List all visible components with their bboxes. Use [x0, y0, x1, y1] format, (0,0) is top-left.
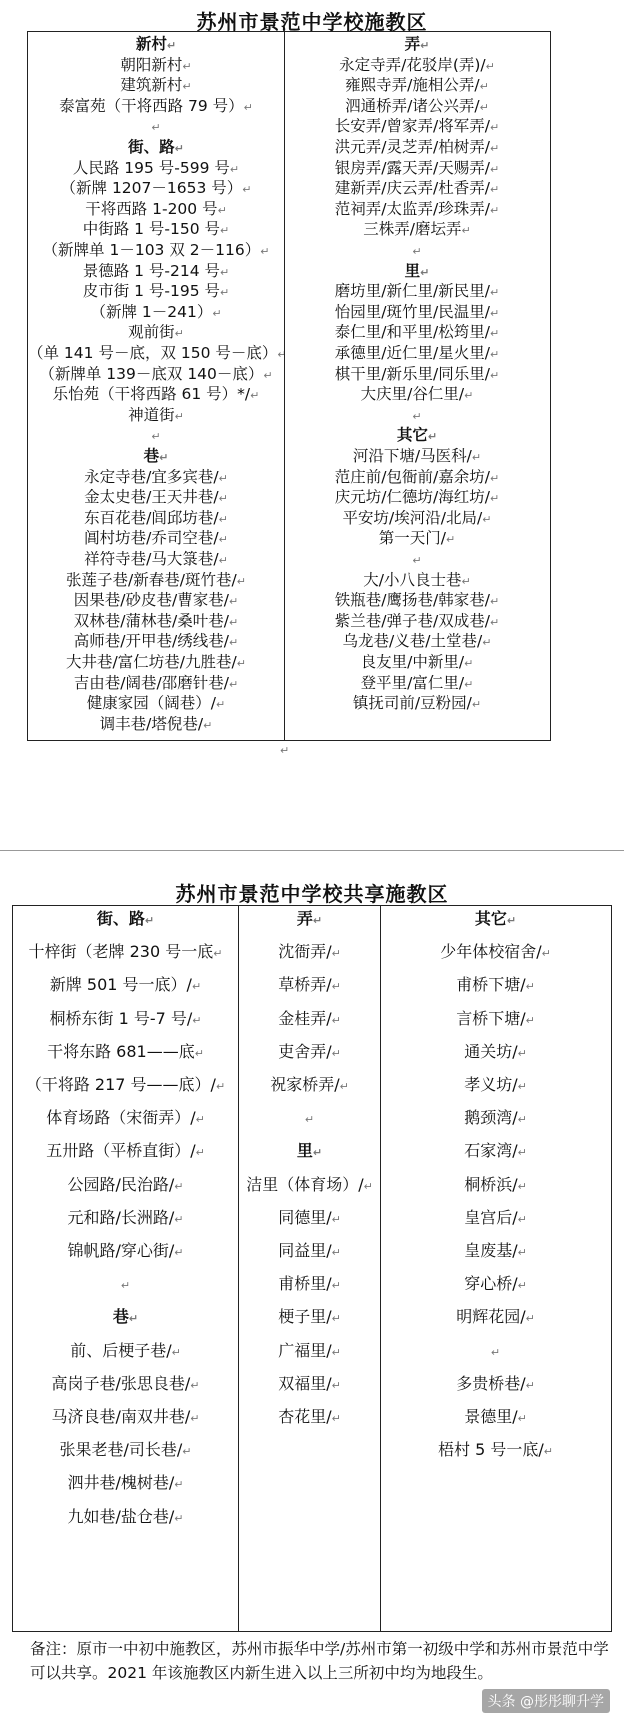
paragraph-mark: ↵ — [489, 492, 500, 506]
paragraph-mark: ↵ — [312, 914, 323, 927]
paragraph-mark: ↵ — [489, 183, 500, 197]
cell-text: 皇宫后/ — [464, 1207, 518, 1227]
cell-text: 甫桥下塘/ — [456, 975, 526, 995]
cell-text: 巷 — [112, 1307, 129, 1327]
cell-text: 其它 — [474, 909, 507, 928]
paragraph-mark: ↵ — [229, 162, 240, 176]
paragraph-mark: ↵ — [220, 265, 230, 279]
cell-text: 其它 — [396, 426, 428, 445]
table-cell — [381, 1273, 610, 1297]
paragraph-mark: ↵ — [218, 533, 228, 547]
paragraph-mark: ↵ — [489, 162, 500, 176]
table2-col-lanes — [238, 906, 380, 1631]
paragraph-mark: ↵ — [482, 512, 492, 526]
table-cell — [239, 1373, 380, 1397]
remarks-note: 备注：原市一中初中施教区，苏州市振华中学/苏州市第一初级中学和苏州市景范中学可以共享。2021 年该施教区内新生进入以上三所初中均为地段生。 — [30, 1640, 609, 1682]
cell-text: 梧村 5 号一底/ — [438, 1440, 544, 1460]
cell-text: 大庆里/谷仁里/ — [360, 385, 465, 404]
cell-text: 街、路 — [128, 138, 175, 156]
table-cell — [13, 1472, 238, 1496]
paragraph-mark: ↵ — [420, 265, 430, 279]
paragraph-mark: ↵ — [190, 1412, 200, 1425]
paragraph-mark: ↵ — [363, 1179, 373, 1193]
paragraph-mark: ↵ — [182, 80, 192, 94]
cell-text: 泗通桥弄/诸公兴弄/ — [345, 96, 480, 115]
paragraph-mark: ↵ — [471, 698, 482, 712]
cell-text: 石家湾/ — [464, 1141, 518, 1161]
paragraph-mark: ↵ — [174, 409, 184, 423]
paragraph-mark: ↵ — [217, 203, 227, 217]
paragraph-mark: ↵ — [218, 471, 228, 485]
cell-text: 磨坊里/新仁里/新民里/ — [334, 282, 490, 301]
cell-text: 十梓街（老牌 230 号一底 — [28, 942, 214, 962]
cell-text: （干将路 217 号——底）/ — [25, 1075, 216, 1094]
paragraph-mark: ↵ — [228, 615, 239, 629]
paragraph-mark: ↵ — [331, 1345, 341, 1359]
cell-text: 范庄前/包衙前/嘉余坊/ — [334, 467, 490, 486]
table-cell — [239, 1340, 380, 1364]
table-cell — [381, 1074, 610, 1098]
table1-left-column — [28, 32, 287, 740]
table-cell — [381, 1306, 610, 1330]
paragraph-mark: ↵ — [174, 1246, 184, 1259]
cell-text: 观前街 — [128, 323, 175, 342]
paragraph-mark: ↵ — [525, 980, 535, 994]
cell-text: 双福里/ — [278, 1373, 332, 1393]
paragraph-mark: ↵ — [461, 574, 471, 588]
cell-text: 金太史巷/王天井巷/ — [84, 488, 219, 507]
cell-text: 高师巷/开甲巷/绣线巷/ — [73, 632, 229, 651]
paragraph-mark: ↵ — [517, 1146, 527, 1160]
paragraph-mark: ↵ — [216, 698, 226, 712]
cell-text: 东百花巷/闾邱坊巷/ — [84, 508, 219, 527]
paragraph-mark: ↵ — [218, 492, 228, 506]
cell-text: 同德里/ — [278, 1207, 332, 1227]
cell-text: 鹅颈湾/ — [464, 1108, 518, 1128]
cell-text: 棋干里/新乐里/同乐里/ — [334, 364, 490, 383]
cell-text: 桐桥浜/ — [464, 1174, 518, 1194]
table-cell — [13, 1207, 238, 1231]
paragraph-mark: ↵ — [220, 224, 230, 238]
cell-text: 三株弄/磨坛弄 — [363, 220, 462, 239]
paragraph-mark: ↵ — [331, 1378, 341, 1392]
paragraph-mark: ↵ — [171, 1345, 181, 1359]
paragraph-mark: ↵ — [280, 744, 290, 757]
cell-text: 里 — [404, 261, 421, 280]
cell-text: 多贵桥巷/ — [456, 1373, 526, 1393]
paragraph-mark: ↵ — [228, 595, 239, 609]
cell-text: 永定寺弄/花驳岸(弄)/ — [339, 55, 486, 74]
paragraph-mark: ↵ — [464, 657, 474, 670]
table-cell — [381, 1439, 610, 1463]
paragraph-mark: ↵ — [277, 348, 287, 361]
table-cell — [13, 1506, 238, 1530]
table1 — [27, 31, 551, 741]
cell-text: （新牌 1－241） — [90, 302, 213, 321]
cell-text: 调丰巷/塔倪巷/ — [99, 714, 204, 733]
cell-text: 乌龙巷/义巷/土堂巷/ — [342, 632, 483, 651]
table-cell — [381, 1008, 610, 1032]
cell-text: 紫兰巷/弹子巷/双成巷/ — [334, 611, 490, 630]
cell-text: 元和路/长洲路/ — [67, 1207, 175, 1227]
cell-text: （新牌单 1－103 双 2－116） — [42, 241, 261, 259]
paragraph-mark: ↵ — [517, 1113, 527, 1127]
paragraph-mark: ↵ — [331, 1212, 341, 1226]
table-cell — [13, 1240, 238, 1264]
table-cell — [239, 1406, 380, 1430]
paragraph-mark: ↵ — [541, 947, 551, 961]
paragraph-mark: ↵ — [489, 471, 500, 485]
paragraph-mark: ↵ — [412, 245, 422, 258]
paragraph-mark: ↵ — [517, 1046, 527, 1060]
paragraph-mark: ↵ — [213, 947, 223, 961]
table-cell — [381, 1373, 610, 1397]
cell-text: 明辉花园/ — [456, 1307, 526, 1327]
paragraph-mark: ↵ — [420, 39, 430, 52]
paragraph-mark: ↵ — [174, 142, 184, 155]
cell-text: 祥符寺巷/马大箓巷/ — [84, 550, 219, 568]
cell-text: 沈衙弄/ — [278, 942, 332, 962]
table2 — [12, 905, 612, 1632]
table-cell — [239, 1041, 380, 1065]
paragraph-mark: ↵ — [203, 718, 213, 732]
table-cell — [239, 1074, 380, 1098]
cell-text: 前、后梗子巷/ — [70, 1340, 172, 1360]
table-cell — [13, 1373, 238, 1397]
paragraph-mark: ↵ — [464, 389, 474, 403]
paragraph-mark: ↵ — [228, 677, 239, 691]
table-cell — [13, 1174, 238, 1198]
cell-text: 景德路 1 号-214 号 — [82, 261, 221, 280]
cell-text: 锦帆路/穿心街/ — [67, 1241, 175, 1260]
paragraph-mark: ↵ — [479, 80, 489, 94]
table-cell — [13, 941, 238, 965]
cell-text: 怡园里/斑竹里/民温里/ — [334, 302, 490, 321]
cell-text: 永定寺巷/宜多宾巷/ — [84, 467, 219, 486]
paragraph-mark: ↵ — [182, 59, 192, 73]
table-cell — [13, 1273, 238, 1297]
paragraph-mark: ↵ — [525, 1013, 535, 1027]
table-cell — [13, 1140, 238, 1164]
cell-text: 泰仁里/和平里/松筠里/ — [334, 323, 490, 342]
paragraph-mark: ↵ — [195, 1113, 205, 1127]
cell-text: 皇废基/ — [464, 1241, 518, 1260]
table2-col-others — [380, 906, 610, 1631]
cell-text: 庆元坊/仁德坊/海红坊/ — [334, 488, 490, 507]
paragraph-mark: ↵ — [220, 286, 230, 300]
table-cell — [381, 1207, 610, 1231]
cell-text: 马济良巷/南双井巷/ — [51, 1407, 191, 1426]
paragraph-mark: ↵ — [489, 348, 500, 361]
table-cell — [239, 1240, 380, 1264]
table1-right-column — [284, 32, 549, 740]
page-separator — [0, 850, 624, 859]
table-cell — [239, 1306, 380, 1330]
paragraph-mark: ↵ — [471, 451, 482, 464]
table-cell — [381, 974, 610, 998]
paragraph-mark: ↵ — [482, 636, 492, 650]
table-cell — [13, 1340, 238, 1364]
cell-text: 双林巷/蒲林巷/桑叶巷/ — [73, 611, 229, 630]
paragraph-mark: ↵ — [461, 224, 471, 238]
paragraph-mark: ↵ — [128, 1312, 139, 1326]
cell-text: 泰富苑（干将西路 79 号） — [59, 96, 244, 115]
paragraph-mark: ↵ — [242, 183, 252, 197]
cell-text: 里 — [296, 1141, 313, 1161]
paragraph-mark: ↵ — [218, 512, 228, 526]
paragraph-mark: ↵ — [525, 1378, 535, 1392]
paragraph-mark: ↵ — [263, 368, 273, 382]
cell-text: 健康家园（阔巷）/ — [86, 694, 216, 713]
paragraph-mark: ↵ — [489, 142, 500, 155]
paragraph-mark: ↵ — [174, 327, 184, 341]
paragraph-mark: ↵ — [243, 100, 253, 114]
cell-text: 银房弄/露天弄/天赐弄/ — [334, 158, 490, 177]
table-cell — [13, 1439, 238, 1463]
cell-text: 言桥下塘/ — [456, 1008, 526, 1028]
cell-text: 大井巷/富仁坊巷/九胜巷/ — [66, 653, 237, 671]
cell-text: 景德里/ — [464, 1407, 518, 1426]
cell-text: 穿心桥/ — [464, 1274, 518, 1294]
paragraph-mark: ↵ — [218, 554, 228, 567]
cell-text: 张莲子巷/新春巷/斑竹巷/ — [66, 570, 237, 589]
paragraph-mark: ↵ — [331, 1246, 341, 1259]
cell-text: 巷 — [143, 447, 160, 465]
cell-text: （新牌 1207－1653 号） — [60, 179, 243, 198]
cell-text: 河沿下塘/马医科/ — [352, 447, 472, 465]
cell-text: 孝义坊/ — [464, 1075, 518, 1094]
paragraph-mark: ↵ — [543, 1445, 553, 1459]
paragraph-mark: ↵ — [250, 389, 260, 403]
watermark: 头条 @彤彤聊升学 — [482, 1689, 610, 1713]
cell-text: （单 141 号－底，双 150 号－底） — [28, 344, 278, 362]
paragraph-mark: ↵ — [331, 1046, 341, 1060]
cell-text: 登平里/富仁里/ — [360, 673, 465, 692]
table-cell — [239, 1174, 380, 1198]
cell-text: 少年体校宿舍/ — [440, 942, 542, 962]
paragraph-mark: ↵ — [489, 306, 500, 320]
cell-text: 神道街 — [128, 405, 175, 424]
table-cell — [28, 713, 284, 737]
table2-col-streets — [13, 906, 238, 1631]
paragraph-mark: ↵ — [489, 595, 500, 609]
paragraph-mark: ↵ — [195, 1146, 205, 1160]
cell-text: 朝阳新村 — [120, 55, 183, 74]
cell-text: 金桂弄/ — [278, 1008, 332, 1028]
table-cell — [381, 1174, 610, 1198]
cell-text: 弄 — [404, 35, 421, 53]
table-cell — [239, 1273, 380, 1297]
table-cell — [381, 1140, 610, 1164]
paragraph-mark: ↵ — [427, 430, 438, 444]
cell-text: 人民路 195 号-599 号 — [72, 158, 230, 177]
paragraph-mark: ↵ — [412, 409, 422, 423]
paragraph-mark: ↵ — [331, 947, 341, 961]
paragraph-mark: ↵ — [236, 574, 246, 588]
cell-text: 长安弄/曾家弄/将军弄/ — [334, 117, 490, 136]
paragraph-mark: ↵ — [215, 1080, 226, 1093]
paragraph-mark: ↵ — [464, 677, 474, 691]
paragraph-mark: ↵ — [331, 980, 341, 994]
table-cell — [13, 1074, 238, 1098]
paragraph-mark: ↵ — [489, 286, 500, 300]
paragraph-mark: ↵ — [412, 554, 422, 567]
paragraph-mark: ↵ — [312, 1146, 323, 1160]
paragraph-mark: ↵ — [192, 1013, 202, 1027]
section-heading — [13, 1306, 238, 1330]
paragraph-mark: ↵ — [151, 430, 161, 444]
paragraph-mark: ↵ — [304, 1113, 315, 1127]
paragraph-mark: ↵ — [174, 1179, 184, 1193]
paragraph-mark: ↵ — [159, 451, 169, 464]
cell-text: 祝家桥弄/ — [270, 1075, 340, 1094]
cell-text: 泗井巷/槐树巷/ — [67, 1473, 175, 1493]
paragraph-mark: ↵ — [489, 203, 500, 217]
table-cell — [285, 692, 549, 716]
cell-text: 广福里/ — [278, 1340, 332, 1360]
paragraph-mark: ↵ — [506, 914, 517, 927]
cell-text: 大/小八良士巷 — [363, 570, 462, 589]
table-cell — [381, 1240, 610, 1264]
paragraph-mark: ↵ — [190, 1378, 200, 1392]
cell-text: 体育场路（宋衙弄）/ — [46, 1108, 196, 1128]
cell-text: 洁里（体育场）/ — [246, 1174, 364, 1194]
paragraph-mark: ↵ — [446, 533, 456, 547]
table-cell — [381, 941, 610, 965]
table-cell — [13, 1041, 238, 1065]
cell-text: 雍熙寺弄/施相公弄/ — [345, 76, 480, 95]
table-cell — [239, 941, 380, 965]
paragraph-mark: ↵ — [194, 1046, 204, 1060]
table-cell — [13, 1008, 238, 1032]
table2-title: 苏州市景范中学校共享施教区 — [175, 882, 449, 906]
cell-text: 洪元弄/灵芝弄/柏树弄/ — [334, 138, 490, 156]
paragraph-mark: ↵ — [191, 980, 202, 994]
cell-text: 阊村坊巷/乔司空巷/ — [84, 529, 219, 548]
cell-text: 承德里/近仁里/星火里/ — [334, 344, 490, 362]
cell-text: 街、路 — [96, 909, 145, 928]
paragraph-mark: ↵ — [182, 1445, 192, 1459]
cell-text: 通关坊/ — [464, 1041, 518, 1061]
table-cell — [381, 1041, 610, 1065]
paragraph-mark: ↵ — [489, 121, 500, 135]
cell-text: 高岗子巷/张思良巷/ — [51, 1373, 191, 1393]
cell-text: 五卅路（平桥直街）/ — [46, 1141, 196, 1161]
paragraph-mark: ↵ — [489, 368, 500, 382]
paragraph-mark: ↵ — [489, 615, 500, 629]
cell-text: 新牌 501 号一底）/ — [49, 975, 192, 995]
cell-text: 第一天门/ — [378, 529, 446, 548]
paragraph-mark: ↵ — [517, 1412, 527, 1425]
paragraph-mark: ↵ — [236, 657, 246, 670]
section-heading — [381, 908, 610, 932]
paragraph-mark: ↵ — [485, 59, 495, 73]
cell-text: 吉由巷/阔巷/邵磨针巷/ — [73, 673, 229, 692]
cell-text: （新牌单 139－底双 140－底） — [39, 364, 264, 383]
table-cell — [13, 1107, 238, 1131]
paragraph-mark: ↵ — [174, 1478, 184, 1492]
cell-text: 吏舍弄/ — [278, 1041, 332, 1061]
section-heading — [239, 908, 380, 932]
cell-text: 皮市街 1 号-195 号 — [82, 282, 221, 301]
cell-text: 平安坊/埃河沿/北局/ — [342, 508, 483, 527]
paragraph-mark: ↵ — [525, 1312, 535, 1326]
table-cell — [381, 1107, 610, 1131]
cell-text: 因果巷/砂皮巷/曹家巷/ — [73, 591, 229, 610]
cell-text: 弄 — [296, 909, 313, 928]
table-cell — [381, 1406, 610, 1430]
paragraph-mark: ↵ — [479, 100, 489, 114]
paragraph-mark: ↵ — [120, 1279, 131, 1293]
cell-text: 梗子里/ — [278, 1307, 332, 1327]
table-cell — [381, 1340, 610, 1364]
paragraph-mark: ↵ — [517, 1080, 527, 1093]
table-cell — [13, 1406, 238, 1430]
paragraph-mark: ↵ — [331, 1412, 341, 1425]
cell-text: 杏花里/ — [278, 1407, 332, 1426]
paragraph-mark: ↵ — [331, 1312, 341, 1326]
paragraph-mark: ↵ — [212, 306, 222, 320]
cell-text: 乐怡苑（干将西路 61 号）*/ — [52, 385, 251, 404]
cell-text: 良友里/中新里/ — [360, 653, 465, 671]
paragraph-mark: ↵ — [490, 1345, 501, 1359]
paragraph-mark: ↵ — [331, 1013, 341, 1027]
paragraph-mark: ↵ — [517, 1179, 527, 1193]
section-heading — [239, 1140, 380, 1164]
cell-text: 镇抚司前/豆粉园/ — [352, 694, 472, 713]
cell-text: 干将东路 681——底 — [47, 1041, 195, 1061]
cell-text: 建筑新村 — [120, 76, 183, 95]
paragraph-mark: ↵ — [166, 39, 177, 52]
table-cell — [239, 1008, 380, 1032]
cell-text: 铁瓶巷/鹰扬巷/韩家巷/ — [334, 591, 490, 610]
cell-text: 张果老巷/司长巷/ — [59, 1440, 183, 1460]
table-cell — [239, 1207, 380, 1231]
paragraph-mark: ↵ — [517, 1212, 527, 1226]
cell-text: 公园路/民治路/ — [67, 1174, 175, 1194]
paragraph-mark: ↵ — [174, 1511, 184, 1525]
paragraph-mark: ↵ — [339, 1080, 349, 1093]
paragraph-mark: ↵ — [260, 245, 270, 258]
cell-text: 干将西路 1-200 号 — [85, 199, 218, 218]
paragraph-mark: ↵ — [174, 1212, 184, 1226]
table1-title: 苏州市景范中学校施教区 — [196, 10, 428, 34]
paragraph-mark: ↵ — [331, 1279, 341, 1293]
cell-text: 建新弄/庆云弄/杜香弄/ — [334, 179, 490, 198]
cell-text: 九如巷/盐仓巷/ — [67, 1506, 175, 1526]
cell-text: 桐桥东街 1 号-7 号/ — [49, 1008, 193, 1028]
cell-text: 中街路 1 号-150 号 — [82, 220, 221, 239]
cell-text: 同益里/ — [278, 1241, 332, 1260]
cell-text: 新村 — [135, 35, 167, 53]
table-cell — [13, 974, 238, 998]
paragraph-mark: ↵ — [144, 914, 155, 927]
paragraph-mark: ↵ — [517, 1279, 527, 1293]
paragraph-mark: ↵ — [517, 1246, 527, 1259]
cell-text: 甫桥里/ — [278, 1274, 332, 1294]
cell-text: 草桥弄/ — [278, 975, 332, 995]
table-cell — [239, 974, 380, 998]
cell-text: 范祠弄/太监弄/珍珠弄/ — [334, 199, 490, 218]
paragraph-mark: ↵ — [228, 636, 239, 650]
paragraph-mark: ↵ — [151, 121, 161, 135]
table-cell — [239, 1107, 380, 1131]
section-heading — [13, 908, 238, 932]
paragraph-mark: ↵ — [489, 327, 500, 341]
